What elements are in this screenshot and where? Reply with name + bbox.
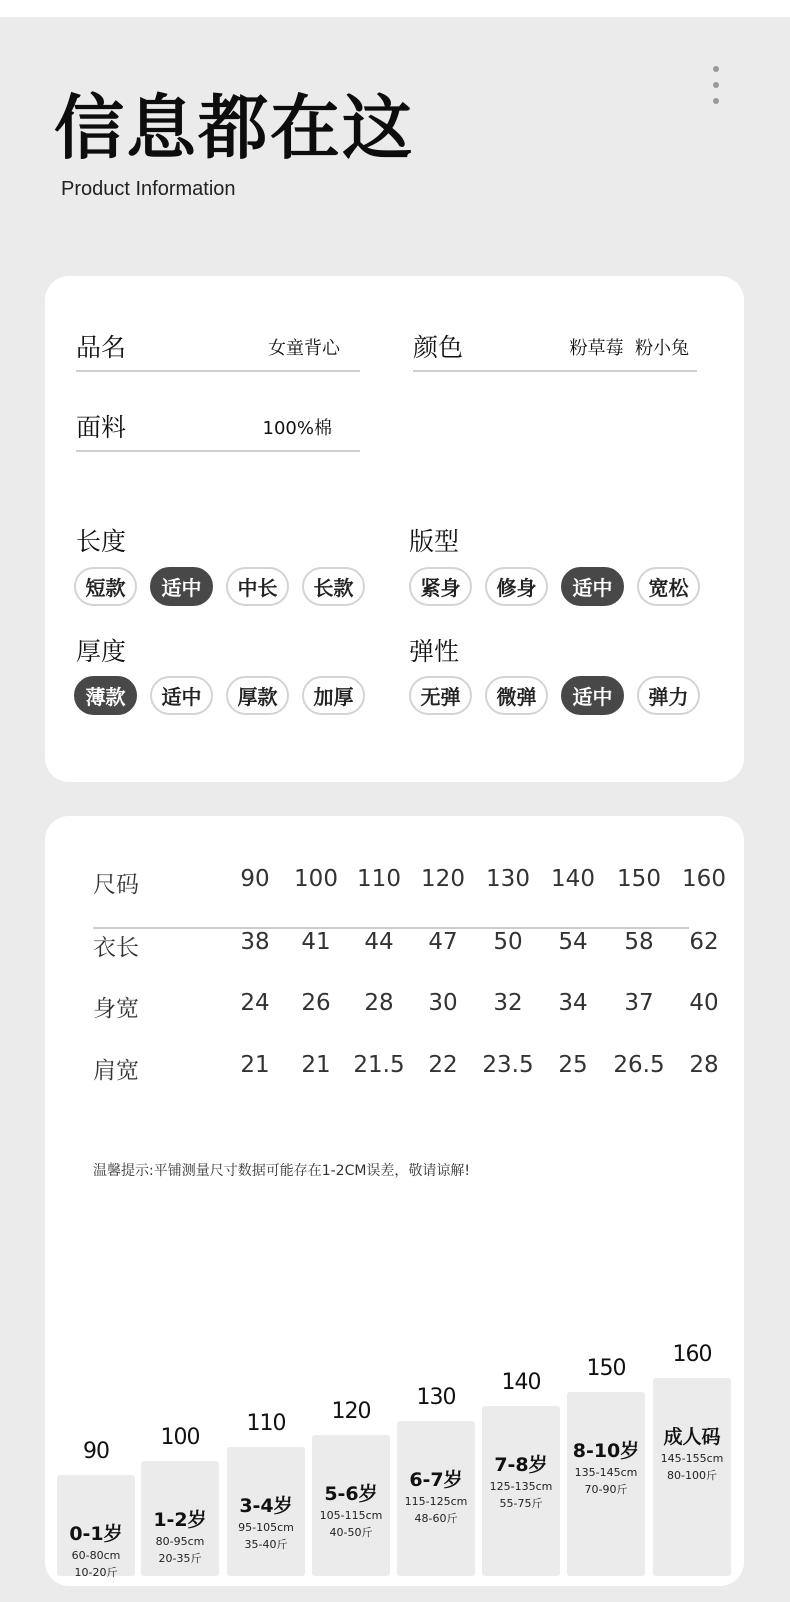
bar-height-label: 135-145cm <box>574 1466 638 1479</box>
header-cell: 160 <box>682 866 726 892</box>
table-cell: 58 <box>624 929 654 955</box>
table-cell: 34 <box>558 990 588 1016</box>
table-cell: 24 <box>240 990 270 1016</box>
bar-weight-label: 80-100斤 <box>667 1469 717 1482</box>
option-pill[interactable]: 修身 <box>485 567 548 606</box>
attr-options-fit <box>409 567 700 606</box>
size-guide-bar-130 <box>397 1385 475 1576</box>
table-cell: 22 <box>428 1052 458 1078</box>
field-product-name <box>76 328 360 372</box>
size-table-row-length <box>93 929 719 973</box>
header-cell: 120 <box>421 866 465 892</box>
option-pill[interactable]: 加厚 <box>302 676 365 715</box>
header-cell: 150 <box>617 866 661 892</box>
bar-height-label: 60-80cm <box>71 1549 121 1562</box>
bar-size-label: 120 <box>331 1399 371 1424</box>
bar-height-label: 115-125cm <box>404 1495 468 1508</box>
bar-weight-label: 40-50斤 <box>329 1526 373 1539</box>
option-pill-selected[interactable]: 适中 <box>561 676 624 715</box>
table-cell: 47 <box>428 929 458 955</box>
table-cell: 30 <box>428 990 458 1016</box>
attr-title-fit: 版型 <box>409 527 460 556</box>
option-pill[interactable]: 无弹 <box>409 676 472 715</box>
attr-title-length: 长度 <box>76 527 127 556</box>
bar-size-label: 150 <box>586 1356 626 1381</box>
bar-size-label: 130 <box>416 1385 456 1410</box>
option-pill[interactable]: 弹力 <box>637 676 700 715</box>
page-subtitle: Product Information <box>61 178 236 200</box>
field-value: 100%棉 <box>262 418 332 439</box>
header-cell: 130 <box>486 866 530 892</box>
size-guide-bars <box>57 1286 733 1579</box>
header-cell: 90 <box>240 866 270 892</box>
bar-age-label: 0-1岁 <box>69 1523 123 1545</box>
header-cell: 110 <box>357 866 401 892</box>
table-cell: 37 <box>624 990 654 1016</box>
attr-options-elasticity <box>409 676 700 715</box>
bar-age-label: 3-4岁 <box>239 1495 293 1517</box>
bar-size-label: 160 <box>672 1342 712 1367</box>
bar-size-label: 90 <box>83 1439 109 1464</box>
bar-height-label: 145-155cm <box>660 1452 724 1465</box>
field-label: 品名 <box>76 333 127 362</box>
bar-weight-label: 70-90斤 <box>584 1483 628 1496</box>
attr-title-elasticity: 弹性 <box>409 637 460 666</box>
attr-options-length <box>74 567 365 606</box>
row-label: 尺码 <box>93 872 139 898</box>
size-guide-bar-150 <box>567 1356 645 1576</box>
bar-height-label: 105-115cm <box>319 1509 383 1522</box>
option-pill-selected[interactable]: 适中 <box>561 567 624 606</box>
table-cell: 28 <box>689 1052 719 1078</box>
bar-weight-label: 48-60斤 <box>414 1512 458 1525</box>
option-pill-selected[interactable]: 适中 <box>150 567 213 606</box>
size-table-row-shoulder <box>93 1052 719 1096</box>
option-pill-selected[interactable]: 薄款 <box>74 676 137 715</box>
table-cell: 54 <box>558 929 588 955</box>
option-pill[interactable]: 宽松 <box>637 567 700 606</box>
table-cell: 44 <box>364 929 394 955</box>
size-chart-card <box>45 816 744 1586</box>
bar-age-label: 8-10岁 <box>572 1440 640 1462</box>
field-label: 颜色 <box>413 333 464 362</box>
page-title: 信息都在这 <box>54 87 414 169</box>
option-pill[interactable]: 适中 <box>150 676 213 715</box>
header-cell: 100 <box>294 866 338 892</box>
size-guide-bar-90 <box>57 1439 135 1579</box>
bar-age-label: 5-6岁 <box>324 1483 378 1505</box>
table-cell: 41 <box>301 929 331 955</box>
table-cell: 50 <box>493 929 523 955</box>
bar-weight-label: 20-35斤 <box>158 1552 202 1565</box>
bar-age-label: 1-2岁 <box>153 1509 207 1531</box>
size-guide-bar-140 <box>482 1370 560 1576</box>
option-pill[interactable]: 厚款 <box>226 676 289 715</box>
bar-height-label: 95-105cm <box>238 1521 294 1534</box>
attr-title-thickness: 厚度 <box>76 637 127 666</box>
option-pill[interactable]: 中长 <box>226 567 289 606</box>
more-options-icon[interactable] <box>710 66 722 108</box>
product-info-card <box>45 276 744 782</box>
bar-weight-label: 10-20斤 <box>74 1566 118 1579</box>
row-label: 肩宽 <box>93 1058 139 1084</box>
table-cell: 26.5 <box>613 1052 665 1078</box>
option-pill[interactable]: 短款 <box>74 567 137 606</box>
size-table-row-width <box>93 990 719 1034</box>
bar-age-label: 6-7岁 <box>409 1469 463 1491</box>
field-value: 女童背心 <box>268 338 340 359</box>
row-label: 身宽 <box>93 996 139 1022</box>
measurement-note: 温馨提示:平铺测量尺寸数据可能存在1-2CM误差，敬请谅解! <box>93 1163 471 1179</box>
table-cell: 40 <box>689 990 719 1016</box>
bar-age-label: 7-8岁 <box>494 1454 548 1476</box>
attr-options-thickness <box>74 676 365 715</box>
size-guide-bar-100 <box>141 1425 219 1576</box>
bar-size-label: 110 <box>246 1411 286 1436</box>
bar-size-label: 100 <box>160 1425 200 1450</box>
table-cell: 21.5 <box>353 1052 405 1078</box>
table-cell: 38 <box>240 929 270 955</box>
field-fabric <box>76 408 360 452</box>
size-guide-bar-160 <box>653 1342 731 1576</box>
table-cell: 32 <box>493 990 523 1016</box>
table-cell: 21 <box>301 1052 331 1078</box>
bar-height-label: 125-135cm <box>489 1480 553 1493</box>
option-pill[interactable]: 紧身 <box>409 567 472 606</box>
field-value: 粉草莓 粉小兔 <box>569 338 689 359</box>
bar-height-label: 80-95cm <box>155 1535 205 1548</box>
field-label: 面料 <box>76 413 127 442</box>
bar-weight-label: 55-75斤 <box>499 1497 543 1510</box>
table-cell: 25 <box>558 1052 588 1078</box>
table-cell: 62 <box>689 929 719 955</box>
size-table-header-row <box>93 866 726 910</box>
table-cell: 26 <box>301 990 331 1016</box>
field-color <box>413 328 697 372</box>
header-cell: 140 <box>551 866 595 892</box>
row-label: 衣长 <box>93 935 139 961</box>
table-cell: 21 <box>240 1052 270 1078</box>
table-cell: 23.5 <box>482 1052 534 1078</box>
option-pill[interactable]: 长款 <box>302 567 365 606</box>
size-guide-bar-120 <box>312 1399 390 1576</box>
table-cell: 28 <box>364 990 394 1016</box>
size-guide-bar-110 <box>227 1411 305 1576</box>
table-divider <box>93 927 689 929</box>
bar-size-label: 140 <box>501 1370 541 1395</box>
option-pill[interactable]: 微弹 <box>485 676 548 715</box>
bar-age-label: 成人码 <box>663 1426 721 1448</box>
bar-weight-label: 35-40斤 <box>244 1538 288 1551</box>
